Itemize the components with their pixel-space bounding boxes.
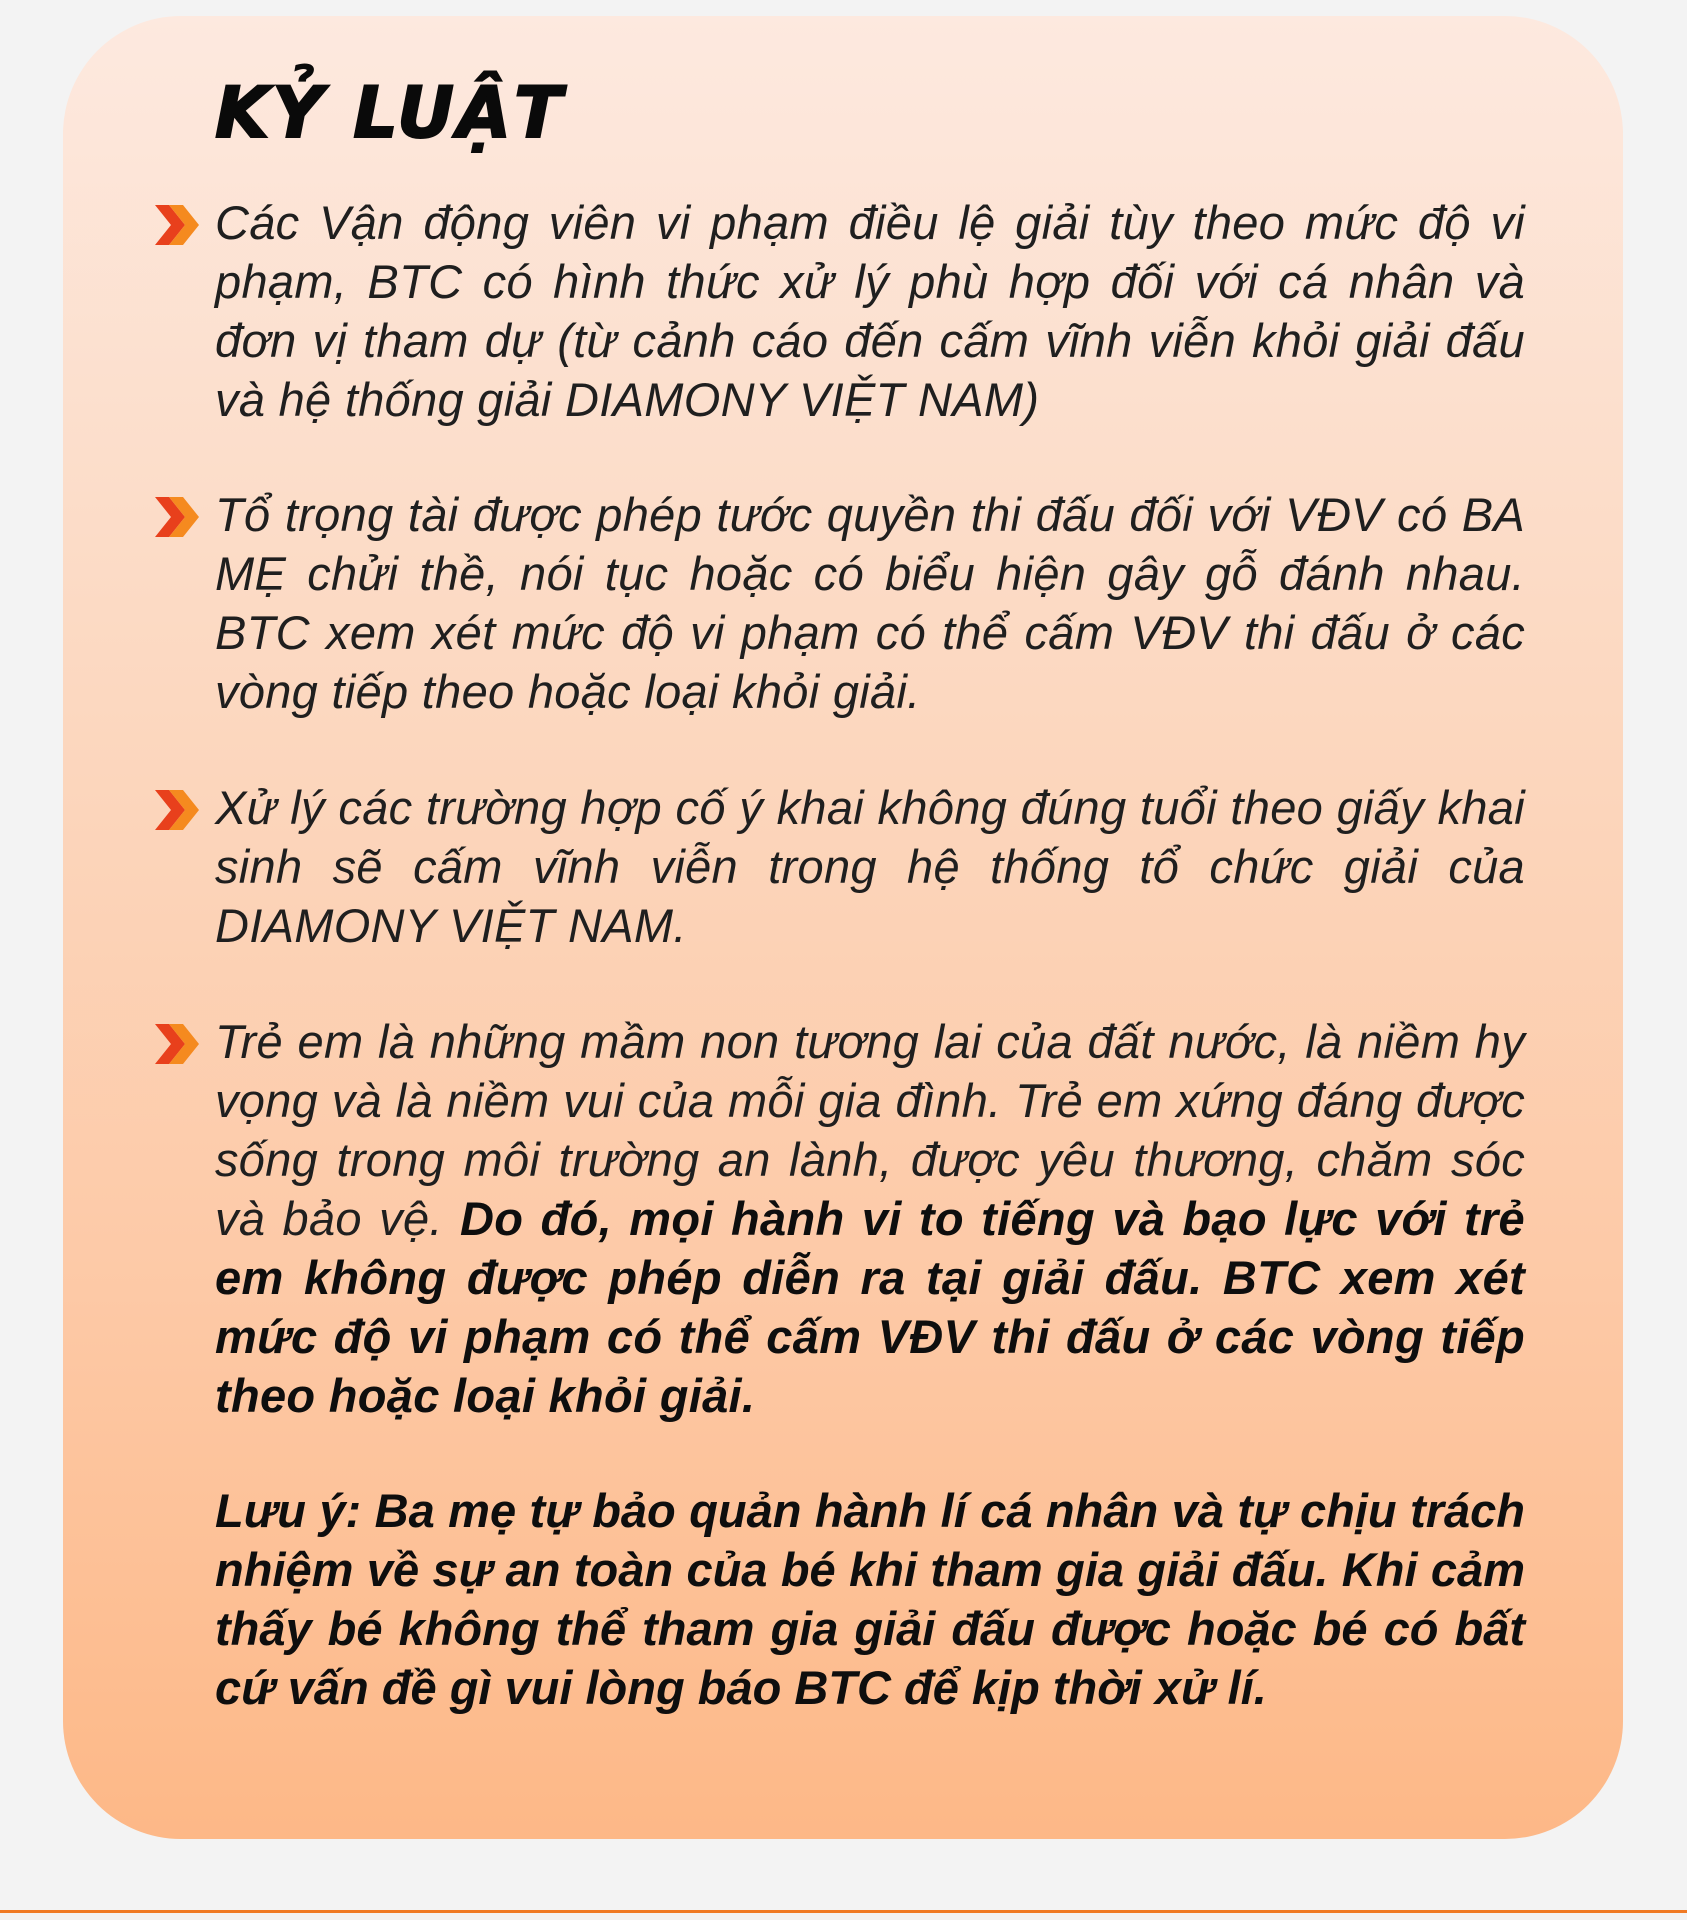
- section-title: KỶ LUẬT: [215, 72, 565, 154]
- note-text: Lưu ý: Ba mẹ tự bảo quản hành lí cá nhân và tự chịu trách nhiệm về sự an toàn của bé khi tham gia giải đấu. Khi cảm thấy bé không thể tham gia giải đấu được hoặc bé có bất cứ vấn đề gì vui lòng báo BTC để kịp thời xử lí.: [215, 1484, 1525, 1714]
- rule-item-3: [155, 778, 1525, 955]
- rule-item-4: [155, 1012, 1525, 1425]
- rule-text: [215, 1012, 1525, 1425]
- rule-text: Các Vận động viên vi phạm điều lệ giải tùy theo mức độ vi phạm, BTC có hình thức xử lý phù hợp đối với cá nhân và đơn vị tham dự (từ cảnh cáo đến cấm vĩnh viễn khỏi giải đấu và hệ thống giải DIAMONY VIỆT NAM): [215, 196, 1525, 426]
- rule-text-bold: Do đó, mọi hành vi to tiếng và bạo lực với trẻ em không được phép diễn ra tại giải đấu. BTC xem xét mức độ vi phạm có thể cấm VĐV thi đấu ở các vòng tiếp theo hoặc loại khỏi giải.: [215, 1192, 1525, 1422]
- chevron-right-double-icon: [155, 205, 199, 245]
- rule-item-1: [155, 193, 1525, 429]
- rule-text: Xử lý các trường hợp cố ý khai không đúng tuổi theo giấy khai sinh sẽ cấm vĩnh viễn trong hệ thống tổ chức giải của DIAMONY VIỆT NAM.: [215, 781, 1525, 952]
- rule-text-regular: Trẻ em là những mầm non tương lai của đất nước, là niềm hy vọng và là niềm vui của mỗi gia đình. Trẻ em xứng đáng được sống trong môi trường an lành, được yêu thương, chăm sóc và bảo vệ.: [215, 1015, 1525, 1245]
- rule-text: Tổ trọng tài được phép tước quyền thi đấu đối với VĐV có BA MẸ chửi thề, nói tục hoặc có biểu hiện gây gỗ đánh nhau. BTC xem xét mức độ vi phạm có thể cấm VĐV thi đấu ở các vòng tiếp theo hoặc loại khỏi giải.: [215, 488, 1525, 718]
- chevron-right-double-icon: [155, 790, 199, 830]
- rule-item-2: [155, 485, 1525, 721]
- chevron-right-double-icon: [155, 497, 199, 537]
- bottom-divider: [0, 1910, 1687, 1913]
- chevron-right-double-icon: [155, 1024, 199, 1064]
